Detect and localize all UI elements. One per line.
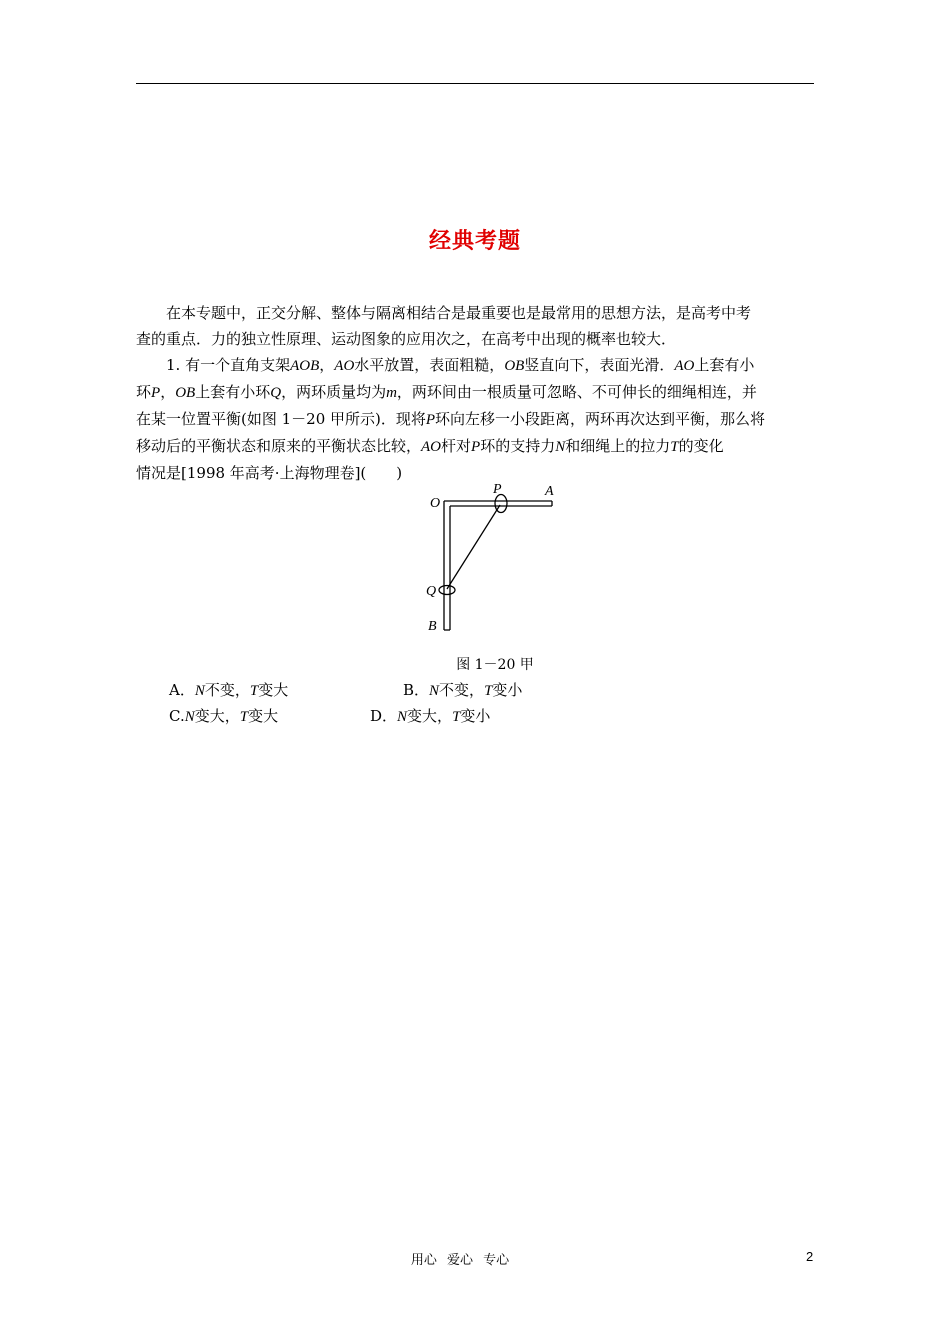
text: 环向左移一小段距离，两环再次达到平衡，那么将 <box>435 410 766 428</box>
option-B <box>403 679 522 700</box>
var-T: T <box>452 709 461 725</box>
question-line-4 <box>136 433 814 460</box>
label-A: A <box>545 484 554 499</box>
option-C <box>169 705 278 726</box>
text: 竖直向下，表面光滑． <box>524 356 675 374</box>
text: 变大 <box>258 681 289 699</box>
option-letter: B． <box>403 681 430 699</box>
var-N: N <box>429 683 440 699</box>
text: 在某一位置平衡(如图 1－20 甲所示)．现将 <box>136 410 426 428</box>
page-number: 2 <box>806 1249 814 1264</box>
label-O: O <box>430 496 441 511</box>
text: 上套有小 <box>694 356 755 374</box>
var-T: T <box>670 439 679 455</box>
var-T: T <box>249 683 259 699</box>
var-T: T <box>239 709 249 725</box>
figure-caption: 图 1－20 甲 <box>456 657 534 673</box>
label-B: B <box>428 619 437 634</box>
text: 变大 <box>248 707 279 725</box>
header-rule <box>136 83 814 84</box>
question-number: 1. <box>166 356 181 374</box>
text: 和细绳上的拉力 <box>565 437 671 455</box>
figure-right-angle-bracket <box>420 482 560 637</box>
var-AO: AO <box>421 439 442 455</box>
label-P: P <box>493 482 502 497</box>
option-D <box>370 705 490 726</box>
text: 环的支持力 <box>480 437 556 455</box>
var-N: N <box>194 683 205 699</box>
question-1 <box>136 352 814 486</box>
var-m: m <box>386 385 397 401</box>
var-N: N <box>555 439 566 455</box>
text: 变小 <box>492 681 523 699</box>
question-line-1 <box>136 352 814 379</box>
question-line-2 <box>136 379 814 406</box>
footer-motto: 用心 爱心 专心 <box>410 1253 510 1268</box>
text: ，两环间由一根质量可忽略、不可伸长的细绳相连，并 <box>396 383 757 401</box>
var-N: N <box>184 709 195 725</box>
text: ，两环质量均为 <box>281 383 387 401</box>
var-OB: OB <box>504 358 525 374</box>
text: 上套有小环 <box>195 383 271 401</box>
var-OB: OB <box>175 385 196 401</box>
text: 变大， <box>407 707 453 725</box>
option-letter: D． <box>370 707 398 725</box>
text: 水平放置，表面粗糙， <box>354 356 505 374</box>
option-letter: C. <box>169 707 185 725</box>
intro-line-1: 在本专题中，正交分解、整体与隔离相结合是最重要也是最常用的思想方法，是高考中考 <box>166 304 752 322</box>
text: 杆对 <box>441 437 472 455</box>
text: 有一个直角支架 <box>185 356 291 374</box>
label-Q: Q <box>426 584 437 599</box>
section-title: 经典考题 <box>428 229 521 254</box>
text: ， <box>319 356 335 374</box>
var-N: N <box>397 709 408 725</box>
text: 变大， <box>194 707 240 725</box>
intro-line-2: 查的重点．力的独立性原理、运动图象的应用次之，在高考中出现的概率也较大． <box>136 330 677 348</box>
text: 环 <box>136 383 152 401</box>
var-T: T <box>484 683 493 699</box>
var-P: P <box>151 385 161 401</box>
text: 不变， <box>439 681 485 699</box>
string-PQ <box>447 505 500 589</box>
var-P: P <box>471 439 481 455</box>
var-Q: Q <box>270 385 282 401</box>
var-AO: AO <box>334 358 355 374</box>
text: ， <box>160 383 176 401</box>
text: 不变， <box>204 681 250 699</box>
var-P: P <box>425 412 436 428</box>
bracket-diagram <box>420 482 560 637</box>
var-AOB: AOB <box>290 358 320 374</box>
text: 的变化 <box>678 437 724 455</box>
question-line-3 <box>136 406 814 433</box>
option-letter: A． <box>169 681 195 699</box>
var-AO: AO <box>674 358 695 374</box>
option-A <box>169 679 288 700</box>
text: 移动后的平衡状态和原来的平衡状态比较， <box>136 437 422 455</box>
ring-Q <box>439 586 455 595</box>
text: 变小 <box>460 707 491 725</box>
question-line-5: 情况是[1998 年高考·上海物理卷]( ) <box>136 464 403 482</box>
intro-paragraph <box>136 300 814 352</box>
